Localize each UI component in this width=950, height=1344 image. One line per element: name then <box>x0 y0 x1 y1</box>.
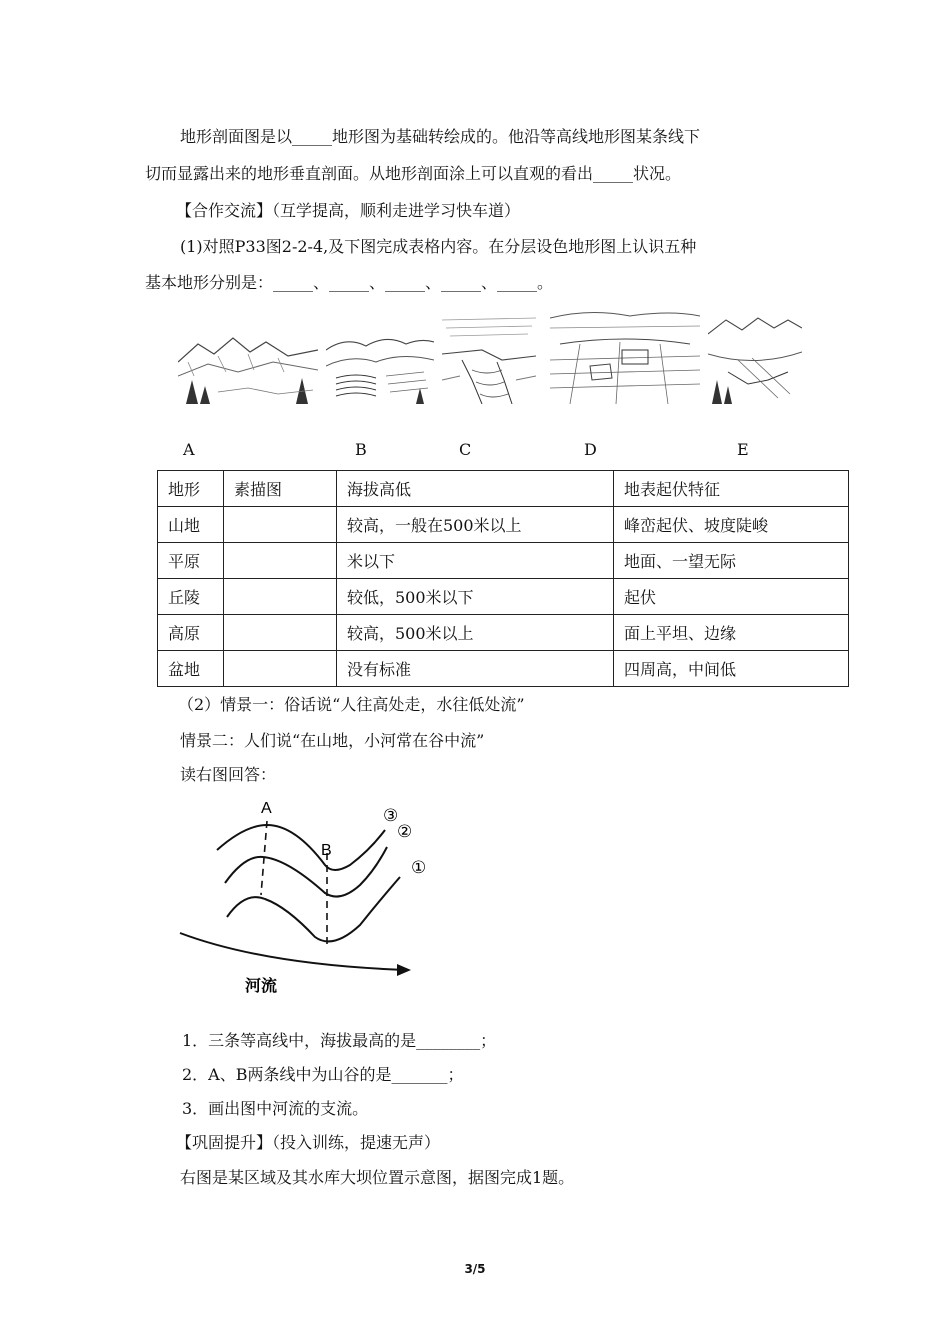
river-arrow-icon <box>397 964 411 976</box>
table-cell: 面上平坦、边缘 <box>614 615 849 651</box>
terrain-table <box>157 470 849 687</box>
question-1: 1．三条等高线中，海拔最高的是________； <box>182 1031 497 1050</box>
table-row <box>158 615 849 651</box>
paragraph-line: 切而显露出来的地形垂直剖面。从地形剖面涂上可以直观的看出_____状况。 <box>145 164 682 183</box>
sketch-label-b: B <box>355 440 367 459</box>
paragraph-line: 右图是某区域及其水库大坝位置示意图，据图完成1题。 <box>180 1168 575 1187</box>
table-cell: 较高，500米以上 <box>337 615 614 651</box>
scenario-one: （2）情景一：俗话说“人往高处走，水往低处流” <box>178 695 525 714</box>
river-label: 河流 <box>245 976 278 995</box>
table-row <box>158 579 849 615</box>
page-number: 3/5 <box>464 1262 486 1276</box>
sketch-hills-terraces <box>326 332 434 404</box>
table-cell: 较低，500米以下 <box>337 579 614 615</box>
contour-line-1 <box>227 877 400 941</box>
point-a-label: A <box>261 800 272 817</box>
table-cell: 四周高，中间低 <box>614 651 849 687</box>
contour-diagram <box>175 795 435 995</box>
table-row <box>158 651 849 687</box>
table-cell[interactable] <box>224 651 337 687</box>
table-header-cell: 海拔高低 <box>337 471 614 507</box>
scenario-two: 情景二：人们说“在山地，小河常在谷中流” <box>180 731 485 750</box>
table-row <box>158 507 849 543</box>
contour-label-1: ① <box>411 858 427 878</box>
sketch-label-a: A <box>183 440 195 459</box>
point-b-label: B <box>321 842 332 859</box>
contour-label-3: ③ <box>383 806 399 826</box>
table-header-cell: 地形 <box>158 471 224 507</box>
table-cell: 起伏 <box>614 579 849 615</box>
table-cell: 没有标准 <box>337 651 614 687</box>
section-heading: 【巩固提升】（投入训练，提速无声） <box>176 1133 441 1152</box>
table-cell: 平原 <box>158 543 224 579</box>
table-header-cell: 地表起伏特征 <box>614 471 849 507</box>
paragraph-line: 地形剖面图是以_____地形图为基础转绘成的。他沿等高线地形图某条线下 <box>180 127 701 146</box>
question-2: 2．A、B两条线中为山谷的是_______； <box>182 1065 464 1084</box>
question-line: 基本地形分别是：_____、_____、_____、_____、_____。 <box>145 273 554 292</box>
sketch-label-d: D <box>584 440 597 459</box>
sketch-basin <box>708 314 802 404</box>
table-header-row <box>158 471 849 507</box>
question-line: (1)对照P33图2-2-4,及下图完成表格内容。在分层设色地形图上认识五种 <box>180 237 697 256</box>
table-cell: 丘陵 <box>158 579 224 615</box>
table-cell: 山地 <box>158 507 224 543</box>
sketch-label-c: C <box>459 440 472 459</box>
river-line <box>180 933 407 970</box>
table-cell: 峰峦起伏、坡度陡峻 <box>614 507 849 543</box>
sketch-mountain <box>178 332 318 404</box>
table-header-cell: 素描图 <box>224 471 337 507</box>
section-heading: 【合作交流】（互学提高，顺利走进学习快车道） <box>176 201 521 220</box>
table-cell[interactable] <box>224 543 337 579</box>
table-row <box>158 543 849 579</box>
sketch-plateau <box>442 310 536 404</box>
table-cell: 盆地 <box>158 651 224 687</box>
contour-label-2: ② <box>397 822 413 842</box>
table-cell: 米以下 <box>337 543 614 579</box>
table-cell: 地面、一望无际 <box>614 543 849 579</box>
sketch-label-e: E <box>737 440 749 459</box>
read-instruction: 读右图回答： <box>180 765 277 784</box>
table-cell: 高原 <box>158 615 224 651</box>
table-cell[interactable] <box>224 579 337 615</box>
question-3: 3．画出图中河流的支流。 <box>182 1099 369 1118</box>
table-cell: 较高，一般在500米以上 <box>337 507 614 543</box>
table-cell[interactable] <box>224 507 337 543</box>
table-cell[interactable] <box>224 615 337 651</box>
sketch-plain <box>550 304 700 404</box>
